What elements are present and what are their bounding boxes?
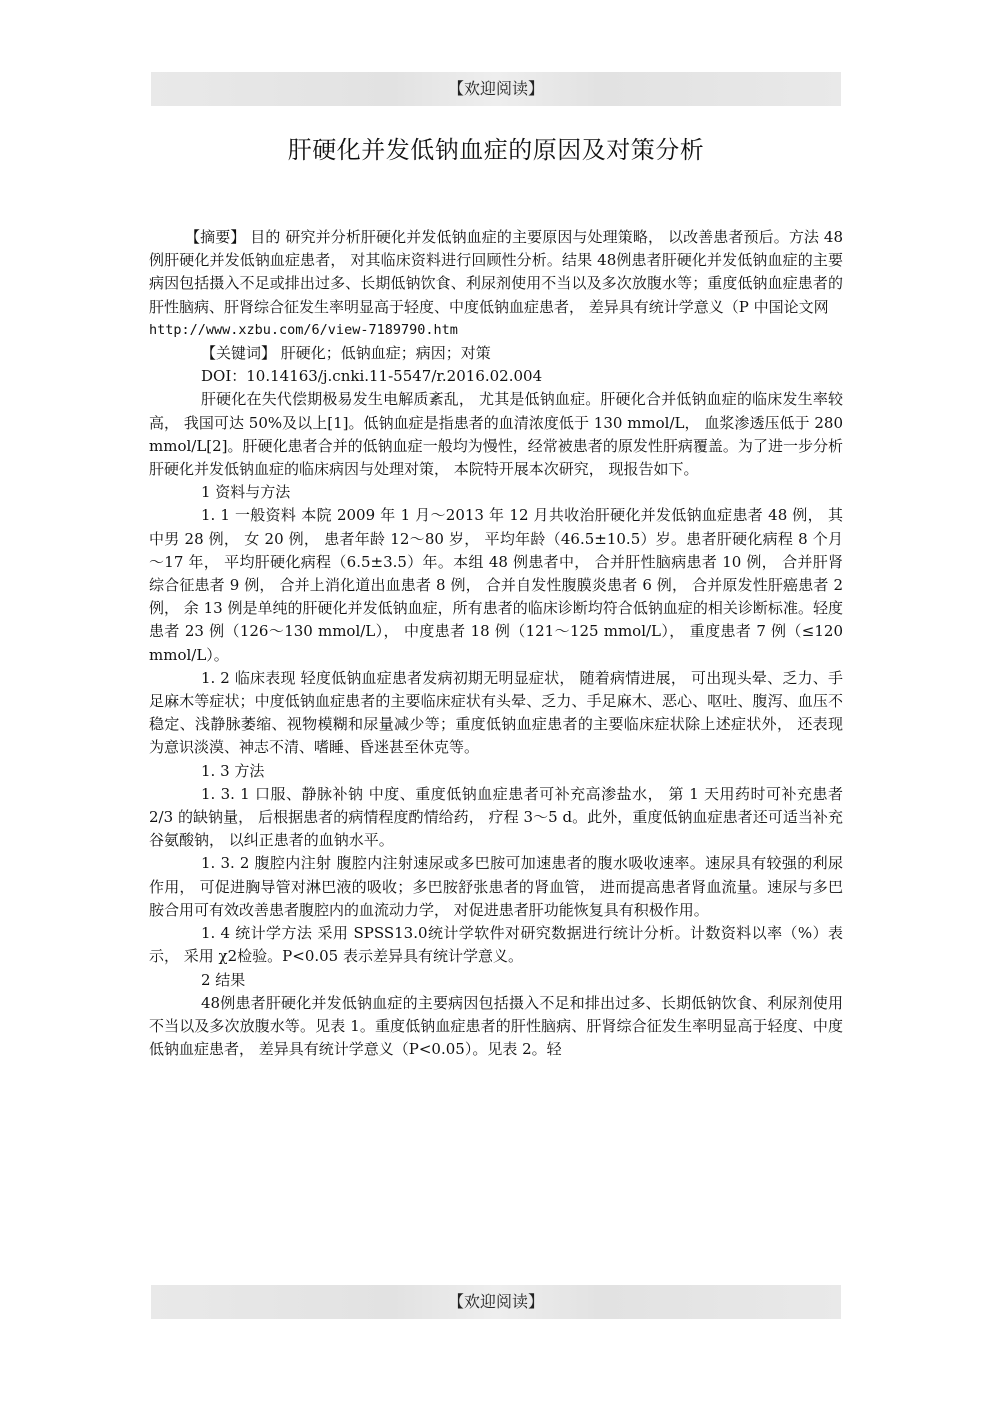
abstract: 【摘要】 目的 研究并分析肝硬化并发低钠血症的主要原因与处理策略， 以改善患者预后。方法 48例肝硬化并发低钠血症患者， 对其临床资料进行回顾性分析。结果 48例患者肝硬化并发低钠血症的主要病因包括摄入不足或排出过多、长期低钠饮食、利尿剂使用不当以及多次放腹水等；重度低钠血症患者的肝性脑病、肝肾综合征发生率明显高于轻度、中度低钠血症患者， 差异具有统计学意义（P 中国论文网 [149, 228, 843, 316]
subsection-heading-method: 1. 3 方法 [201, 761, 265, 780]
header-banner: 【欢迎阅读】 [151, 72, 841, 106]
source-link[interactable]: http://www.xzbu.com/6/view-7189790.htm [149, 321, 458, 338]
doi: DOI：10.14163/j.cnki.11-5547/r.2016.02.004 [201, 367, 543, 386]
page-title: 肝硬化并发低钠血症的原因及对策分析 [287, 136, 705, 164]
intro-paragraph: 肝硬化在失代偿期极易发生电解质紊乱， 尤其是低钠血症。肝硬化合并低钠血症的临床发生率较高， 我国可达 50%及以上[1]。低钠血症是指患者的血清浓度低于 130 mmol/L， 血浆渗透压低于 280 mmol/L[2]。肝硬化患者合并的低钠血症一般均为慢性，经常被患者的原发性肝病覆盖。为了进一步分析肝硬化并发低钠血症的临床病因与处理对策， 本院特开展本次研究， 现报告如下。 [149, 390, 843, 479]
article-body [149, 226, 843, 1061]
results-paragraph: 48例患者肝硬化并发低钠血症的主要病因包括摄入不足和排出过多、长期低钠饮食、利尿剂使用不当以及多次放腹水等。见表 1。重度低钠血症患者的肝性脑病、肝肾综合征发生率明显高于轻度、中度低钠血症患者， 差异具有统计学意义（P<0.05）。见表 2。轻 [149, 993, 843, 1059]
general-data-paragraph: 1. 1 一般资料 本院 2009 年 1 月～2013 年 12 月共收治肝硬化并发低钠血症患者 48 例， 其中男 28 例， 女 20 例， 患者年龄 12～80 岁， 平均年龄（46.5±10.5）岁。患者肝硬化病程 8 个月～17 年， 平均肝硬化病程（6.5±3.5）年。本组 48 例患者中， 合并肝性脑病患者 10 例， 合并肝肾综合征患者 9 例， 合并上消化道出血患者 8 例， 合并自发性腹膜炎患者 6 例， 合并原发性肝癌患者 2 例， 余 13 例是单纯的肝硬化并发低钠血症，所有患者的临床诊断均符合低钠血症的相关诊断标准。轻度患者 23 例（126～130 mmol/L）， 中度患者 18 例（121～125 mmol/L）， 重度患者 7 例（≤120 mmol/L）。 [149, 506, 843, 664]
footer-banner: 【欢迎阅读】 [151, 1285, 841, 1319]
clinical-manifestation-paragraph: 1. 2 临床表现 轻度低钠血症患者发病初期无明显症状， 随着病情进展， 可出现头晕、乏力、手足麻木等症状；中度低钠血症患者的主要临床症状有头晕、乏力、手足麻木、恶心、呕吐、腹泻、血压不稳定、浅静脉萎缩、视物模糊和尿量减少等；重度低钠血症患者的主要临床症状除上述症状外， 还表现为意识淡漠、神志不清、嗜睡、昏迷甚至休克等。 [149, 668, 843, 757]
section-heading-results: 2 结果 [201, 970, 246, 989]
intraperitoneal-injection-paragraph: 1. 3. 2 腹腔内注射 腹腔内注射速尿或多巴胺可加速患者的腹水吸收速率。速尿具有较强的利尿作用， 可促进胸导管对淋巴液的吸收；多巴胺舒张患者的肾血管， 进而提高患者肾血流量。速尿与多巴胺合用可有效改善患者腹腔内的血流动力学， 对促进患者肝功能恢复具有积极作用。 [149, 854, 843, 919]
section-heading-methods: 1 资料与方法 [201, 483, 291, 502]
keywords: 【关键词】 肝硬化；低钠血症；病因；对策 [201, 344, 491, 363]
sodium-supplement-paragraph: 1. 3. 1 口服、静脉补钠 中度、重度低钠血症患者可补充高渗盐水， 第 1 天用药时可补充患者 2/3 的缺钠量， 后根据患者的病情程度酌情给药， 疗程 3～5 d。此外，重度低钠血症患者还可适当补充谷氨酸钠， 以纠正患者的血钠水平。 [149, 784, 843, 850]
statistics-paragraph: 1. 4 统计学方法 采用 SPSS13.0统计学软件对研究数据进行统计分析。计数资料以率（%）表示， 采用 χ2检验。P<0.05 表示差异具有统计学意义。 [149, 924, 843, 966]
